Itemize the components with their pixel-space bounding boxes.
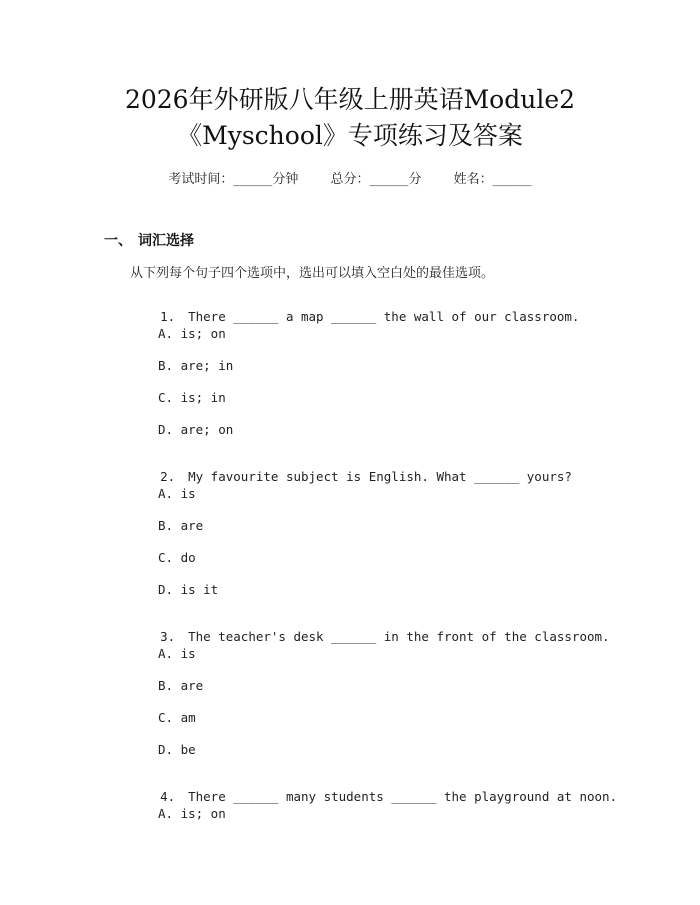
option: A. is bbox=[158, 646, 196, 661]
question-text: There ______ many students ______ the playground at noon. bbox=[188, 789, 618, 804]
total-score: 总分：______分 bbox=[330, 172, 422, 187]
question-number: 1. bbox=[160, 309, 176, 324]
option: A. is; on bbox=[158, 326, 226, 341]
option: B. are bbox=[158, 678, 204, 693]
question-number: 4. bbox=[160, 789, 176, 804]
exam-meta bbox=[0, 168, 700, 187]
option: D. are; on bbox=[158, 422, 234, 437]
section-heading bbox=[104, 230, 194, 250]
question bbox=[130, 454, 572, 499]
option: C. am bbox=[158, 710, 196, 725]
question-number: 3. bbox=[160, 629, 176, 644]
option: B. are; in bbox=[158, 358, 234, 373]
section-instruction: 从下列每个句子四个选项中，选出可以填入空白处的最佳选项。 bbox=[130, 266, 495, 281]
option: D. be bbox=[158, 742, 196, 757]
question bbox=[130, 614, 610, 659]
section-title: 词汇选择 bbox=[138, 233, 194, 249]
document-title-line2: 《Myschool》专项练习及答案 bbox=[177, 121, 523, 150]
option: C. do bbox=[158, 550, 196, 565]
option: C. is; in bbox=[158, 390, 226, 405]
option: A. is; on bbox=[158, 806, 226, 821]
document-title-line1: 2026年外研版八年级上册英语Module2 bbox=[124, 85, 576, 114]
student-name: 姓名：______ bbox=[453, 172, 532, 187]
option: B. are bbox=[158, 518, 204, 533]
section-number: 一、 bbox=[104, 233, 132, 249]
exam-time: 考试时间：______分钟 bbox=[168, 172, 299, 187]
question-text: There ______ a map ______ the wall of our classroom. bbox=[188, 309, 580, 324]
option: A. is bbox=[158, 486, 196, 501]
option: D. is it bbox=[158, 582, 219, 597]
question-text: My favourite subject is English. What ______ yours? bbox=[188, 469, 572, 484]
question-text: The teacher's desk ______ in the front of the classroom. bbox=[188, 629, 610, 644]
question-number: 2. bbox=[160, 469, 176, 484]
